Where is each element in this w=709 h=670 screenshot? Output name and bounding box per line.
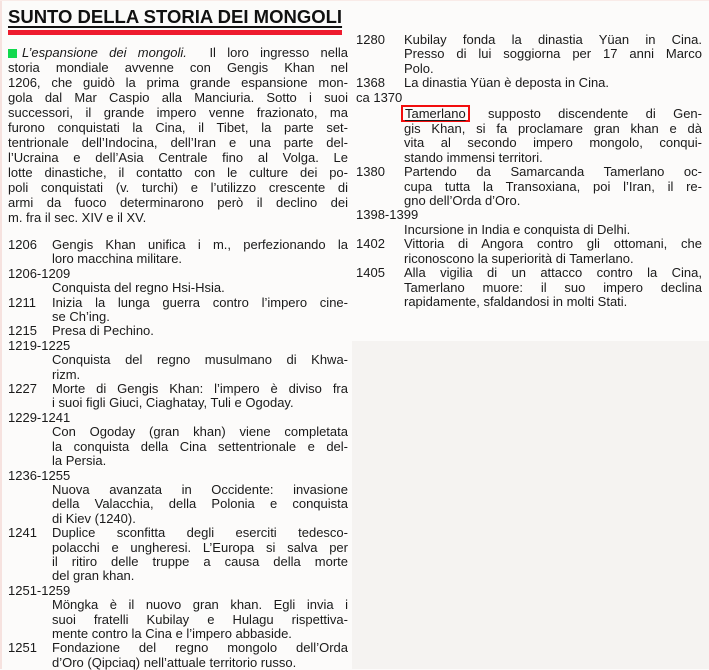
text-line: Con Ogoday (gran khan) viene completata — [52, 424, 348, 440]
text-line: polacchi e ungheresi. L’Europa si salva per — [52, 539, 348, 555]
intro-line: 1206, che guidò la prima grande espansione mon- — [8, 75, 348, 90]
timeline-text — [52, 353, 348, 382]
timeline-year: 1280 — [356, 32, 385, 47]
timeline-text — [52, 382, 348, 411]
text-line: Tamerlano supposto discendente di Gen- — [404, 105, 702, 122]
timeline-text — [404, 33, 702, 76]
intro-line: storia mondiale avvenne con Gengis Khan nel — [8, 60, 348, 75]
intro-line: m. fra il sec. XIV e il XV. — [8, 210, 147, 225]
text-line: Duplice sconfitta degli eserciti tedesco- — [52, 525, 348, 541]
timeline-text — [52, 281, 348, 295]
text-line: suoi fratelli Kubilay e Hulagu rispettiva- — [52, 611, 348, 627]
text-line: se Ch’ing. — [52, 309, 110, 325]
page-edge-tint-top — [0, 0, 709, 1]
text-line: stando immensi territori. — [404, 149, 543, 165]
text-line: Incursione in India e conquista di Delhi. — [404, 221, 631, 237]
timeline-text — [404, 76, 702, 90]
timeline-text — [52, 641, 348, 670]
text-line: cupa tutta la Transoxiana, poi l’Iran, il re- — [404, 178, 702, 194]
timeline-right — [356, 33, 702, 309]
timeline-year: 1368 — [356, 75, 385, 91]
page-title: SUNTO DELLA STORIA DEI MONGOLI — [8, 6, 343, 27]
timeline-text — [52, 483, 348, 526]
text-line: Conquista del regno musulmano di Khwa- — [52, 352, 348, 368]
timeline-text — [404, 266, 702, 309]
empty-area — [352, 341, 709, 669]
timeline-entry — [8, 296, 348, 325]
text-line: rapidamente, sfaldandosi in molti Stati. — [404, 293, 628, 309]
timeline-year: 1219-1225 — [8, 337, 71, 353]
title-underline — [8, 30, 342, 35]
timeline-entry — [356, 208, 702, 237]
text-line: Gengis Khan unifica i m., perfezionando la — [52, 237, 348, 252]
timeline-text — [404, 165, 702, 208]
timeline-year: 1227 — [8, 381, 37, 397]
timeline-year: ca 1370 — [356, 89, 403, 105]
text-line: mente contro la Cina e l’impero abbaside. — [52, 625, 292, 641]
timeline-left — [8, 238, 348, 670]
timeline-year: 1211 — [8, 294, 36, 310]
intro-lead: L’espansione dei mongoli. — [22, 45, 187, 60]
timeline-text — [52, 324, 348, 338]
timeline-entry — [8, 324, 348, 338]
left-column — [8, 6, 348, 670]
timeline-entry — [356, 237, 702, 266]
text-line: Möngka è il nuovo gran khan. Egli invia i — [52, 597, 348, 613]
text-line: Conquista del regno Hsi-Hsia. — [52, 280, 225, 296]
text-line: Morte di Gengis Khan: l’impero è diviso fra — [52, 381, 348, 397]
intro-line: gola dal Mar Caspio alla Manciuria. Sotto i suoi — [8, 90, 348, 105]
text-line: la Persia. — [52, 453, 107, 469]
text-line: Presso di lui soggiorna per 17 anni Marco — [404, 46, 702, 62]
timeline-entry — [8, 641, 348, 670]
timeline-year: 1251 — [8, 640, 37, 656]
text-line: della Valacchia, della Polonia e conquista — [52, 496, 348, 512]
timeline-entry — [8, 584, 348, 642]
timeline-entry — [8, 382, 348, 411]
text-line: vita al secondo impero mongolo, conqui- — [404, 135, 702, 151]
text-line: Partendo da Samarcanda Tamerlano oc- — [404, 164, 702, 180]
text-line: Kubilay fonda la dinastia Yüan in Cina. — [404, 32, 702, 47]
text-line: gno dell’Orda d’Oro. — [404, 193, 521, 209]
intro-line: lotte dinastiche, il contatto con le culture dei po- — [8, 165, 348, 180]
timeline-entry — [8, 339, 348, 382]
text-line: d’Oro (Qipciaq) nell’attuale territorio russo. — [52, 654, 297, 670]
timeline-year: 1405 — [356, 265, 385, 281]
timeline-text — [404, 105, 702, 165]
timeline-year: 1215 — [8, 323, 37, 339]
text-line: Nuova avanzata in Occidente: invasione — [52, 481, 348, 497]
text-line: Polo. — [404, 60, 434, 76]
text-line: La dinastia Yüan è deposta in Cina. — [404, 75, 610, 91]
intro-line: tentrionale dell’Indocina, dell’Iran e una parte del- — [8, 135, 348, 150]
timeline-entry — [356, 33, 702, 76]
timeline-entry — [8, 526, 348, 584]
timeline-entry — [8, 238, 348, 267]
timeline-text — [52, 598, 348, 641]
intro-line: L’espansione dei mongoli. Il loro ingresso nella — [8, 45, 348, 60]
intro-line: poli conquistati (v. turchi) e l’utilizzo crescente di — [8, 180, 348, 195]
timeline-entry — [356, 266, 702, 309]
text-line: rizm. — [52, 366, 81, 382]
green-square-bullet-icon — [8, 49, 17, 58]
timeline-year: 1380 — [356, 164, 385, 180]
text-line: di Kiev (1240). — [52, 510, 136, 526]
text-line: Alla vigilia di un attacco contro la Cina, — [404, 265, 702, 281]
timeline-text — [52, 425, 348, 468]
timeline-text — [404, 237, 702, 266]
timeline-year: 1229-1241 — [8, 409, 71, 425]
timeline-year: 1251-1259 — [8, 582, 71, 598]
page-edge-tint — [0, 0, 2, 669]
tamerlano-link[interactable]: Tamerlano — [401, 105, 470, 122]
intro-line: furono conquistati la Cina, il Tibet, la parte set- — [8, 120, 348, 135]
timeline-entry — [356, 76, 702, 90]
timeline-year: 1206-1209 — [8, 265, 71, 281]
timeline-year: 1206 — [8, 237, 37, 252]
timeline-entry — [8, 411, 348, 469]
timeline-text — [404, 223, 702, 237]
timeline-text — [52, 296, 348, 325]
text-line: riconoscono la superiorità di Tamerlano. — [404, 250, 634, 266]
text-line: Vittoria di Angora contro gli ottomani, che — [404, 236, 702, 252]
timeline-entry — [356, 91, 702, 166]
text-line: la conquista della Cina settentrionale e del- — [52, 438, 348, 454]
text-line: gis Khan, si fa proclamare gran khan e dà — [404, 121, 702, 137]
timeline-entry — [8, 267, 348, 296]
text-line: del gran khan. — [52, 568, 135, 584]
title-block — [8, 6, 342, 35]
text-line: Tamerlano muore: il suo impero declina — [404, 279, 702, 295]
timeline-year: 1241 — [8, 525, 37, 541]
timeline-text — [52, 238, 348, 267]
intro-paragraph — [8, 45, 348, 225]
timeline-year: 1398-1399 — [356, 207, 419, 223]
timeline-entry — [8, 469, 348, 527]
timeline-year: 1402 — [356, 236, 385, 252]
text-line: i suoi figli Giuci, Ciaghatay, Tuli e Ogoday. — [52, 395, 294, 411]
text-line: Presa di Pechino. — [52, 323, 154, 339]
intro-line: successori, il grande impero venne frazionato, ma — [8, 105, 348, 120]
text-line: il ritiro delle truppe a causa della morte — [52, 553, 348, 569]
text-line: Fondazione del regno mongolo dell’Orda — [52, 640, 348, 656]
intro-line: armi da fuoco determinarono però il declino dei — [8, 195, 348, 210]
timeline-entry — [356, 165, 702, 208]
timeline-text — [52, 526, 348, 584]
text-line: loro macchina militare. — [52, 251, 183, 267]
text-line: Inizia la lunga guerra contro l’impero cine- — [52, 294, 348, 310]
intro-line: l’Ucraina e dell’Asia Centrale fino al Volga. Le — [8, 150, 348, 165]
timeline-year: 1236-1255 — [8, 467, 71, 483]
